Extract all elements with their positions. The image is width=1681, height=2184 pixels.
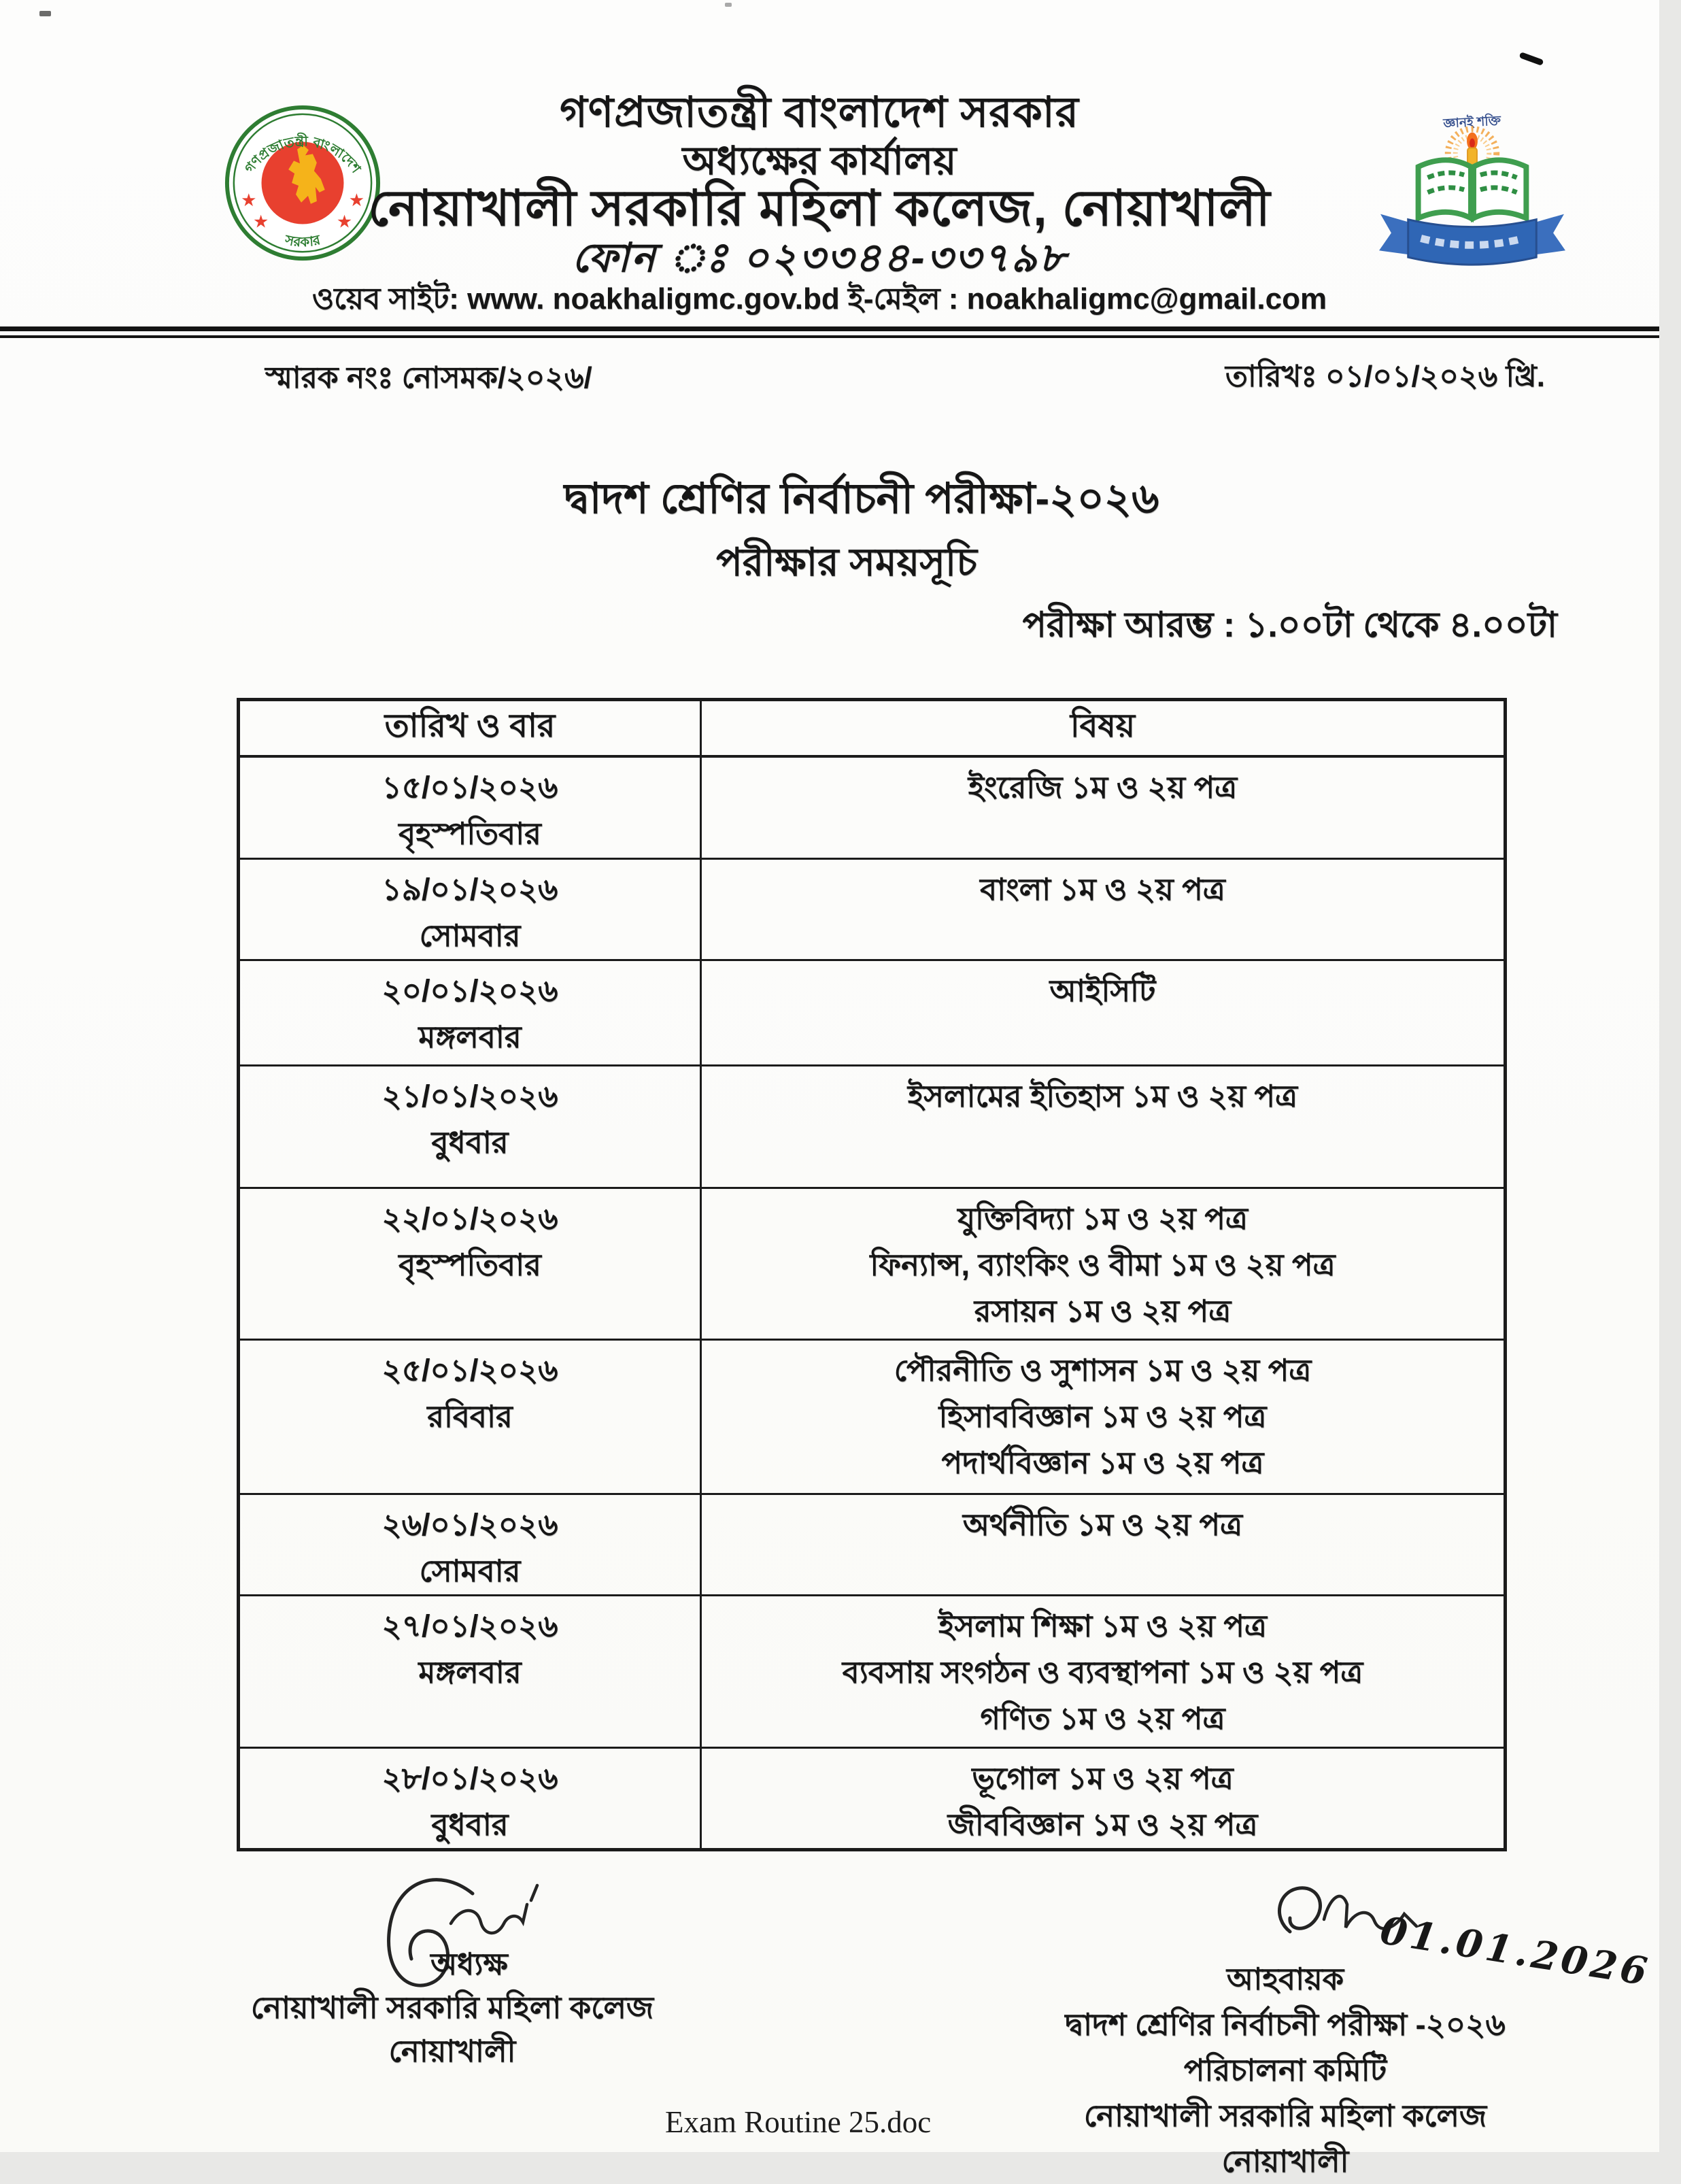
cell-date: ২২/০১/২০২৬	[381, 1200, 558, 1236]
subjects-cell	[701, 1595, 1506, 1747]
right-signatory-org: নোয়াখালী সরকারি মহিলা কলেজ	[1083, 2098, 1487, 2133]
left-signatory-location: নোয়াখালী	[388, 2034, 516, 2068]
cell-day: মঙ্গলবার	[418, 1654, 522, 1690]
cell-day: সোমবার	[419, 1553, 521, 1588]
date-day-cell	[239, 1595, 701, 1747]
seal-star-icon: ★	[336, 212, 353, 232]
cell-day: বৃহস্পতিবার	[398, 1247, 541, 1282]
table-row	[239, 1339, 1506, 1494]
exam-time-note: পরীক্ষা আরম্ভ : ১.০০টা থেকে ৪.০০টা	[1022, 605, 1557, 645]
cell-day: সোমবার	[419, 918, 521, 953]
subjects-cell	[701, 1494, 1506, 1595]
subject-line: ব্যবসায় সংগঠন ও ব্যবস্থাপনা ১ম ও ২য় পত্র	[842, 1654, 1363, 1690]
cell-date: ২০/০১/২০২৬	[381, 973, 558, 1008]
seal-arc-text-top: গণপ্রজাতন্ত্রী বাংলাদেশ	[241, 134, 364, 176]
cell-date: ২৮/০১/২০২৬	[381, 1760, 558, 1796]
memo-number: স্মারক নংঃ নোসমক/২০২৬/	[265, 361, 592, 394]
column-header-date-day: তারিখ ও বার	[239, 700, 701, 757]
subjects-cell	[701, 1065, 1506, 1188]
right-signatory-location: নোয়াখালী	[1221, 2144, 1349, 2179]
subject-line: ইসলামের ইতিহাস ১ম ও ২য় পত্র	[907, 1078, 1298, 1113]
table-row	[239, 1494, 1506, 1595]
subjects-cell	[701, 858, 1506, 960]
right-committee-exam: দ্বাদশ শ্রেণির নির্বাচনী পরীক্ষা -২০২৬	[1065, 2007, 1506, 2042]
left-signature-block	[228, 1943, 677, 2073]
cell-day: রবিবার	[427, 1398, 513, 1434]
memo-date: তারিখঃ ০১/০১/২০২৬ খ্রি.	[1225, 360, 1545, 393]
government-title: গণপ্রজাতন্ত্রী বাংলাদেশ সরকার	[560, 89, 1079, 136]
subject-line: পদার্থবিজ্ঞান ১ম ও ২য় পত্র	[941, 1445, 1264, 1480]
date-day-cell	[239, 960, 701, 1065]
date-day-cell	[239, 1747, 701, 1849]
exam-table-body	[239, 756, 1506, 1849]
date-day-cell	[239, 1188, 701, 1339]
right-signatory-role: আহবায়ক	[1226, 1962, 1344, 1996]
handwritten-date: 01.01.2026	[1377, 1908, 1654, 1995]
subject-line: জীববিজ্ঞান ১ম ও ২য় পত্র	[947, 1807, 1258, 1842]
subject-line: হিসাববিজ্ঞান ১ম ও ২য় পত্র	[938, 1398, 1267, 1434]
office-title: অধ্যক্ষের কার্যালয়	[682, 139, 957, 183]
scan-artifact-mark	[39, 11, 51, 16]
date-day-cell	[239, 1065, 701, 1188]
cell-date: ১৯/০১/২০২৬	[381, 871, 558, 907]
subject-line: আইসিটি	[1049, 973, 1156, 1008]
table-row	[239, 1188, 1506, 1339]
logo-motto-text: জ্ঞানই শক্তি	[1442, 113, 1501, 131]
cell-date: ২১/০১/২০২৬	[381, 1078, 558, 1113]
seal-star-icon: ★	[241, 190, 257, 210]
exam-title: দ্বাদশ শ্রেণির নির্বাচনী পরীক্ষা-২০২৬	[564, 475, 1159, 522]
subject-line: গণিত ১ম ও ২য় পত্র	[980, 1700, 1225, 1736]
cell-day: বৃহস্পতিবার	[398, 816, 541, 851]
cell-date: ২৬/০১/২০২৬	[381, 1507, 558, 1542]
left-signatory-org: নোয়াখালী সরকারি মহিলা কলেজ	[250, 1990, 654, 2025]
date-day-cell	[239, 1339, 701, 1494]
subject-line: অর্থনীতি ১ম ও ২য় পত্র	[962, 1507, 1243, 1542]
cell-date: ১৫/০১/২০২৬	[381, 770, 558, 805]
cell-day: বুধবার	[431, 1124, 509, 1160]
subject-line: বাংলা ১ম ও ২য় পত্র	[980, 871, 1225, 907]
exam-schedule-table	[237, 698, 1507, 1851]
subject-line: ইসলাম শিক্ষা ১ম ও ২য় পত্র	[938, 1608, 1267, 1643]
table-row	[239, 960, 1506, 1065]
date-day-cell	[239, 858, 701, 960]
table-row	[239, 756, 1506, 858]
website-email-line: ওয়েব সাইট: www. noakhaligmc.gov.bd ই-মেইল : noakhaligmc@gmail.com	[311, 282, 1327, 316]
seal-star-icon: ★	[348, 190, 364, 210]
subject-line: রসায়ন ১ম ও ২য় পত্র	[974, 1293, 1232, 1328]
date-day-cell	[239, 756, 701, 858]
table-row	[239, 1065, 1506, 1188]
table-row	[239, 1747, 1506, 1849]
subjects-cell	[701, 1339, 1506, 1494]
cell-day: মঙ্গলবার	[418, 1019, 522, 1054]
subjects-cell	[701, 756, 1506, 858]
table-row	[239, 858, 1506, 960]
schedule-subtitle: পরীক্ষার সময়সূচি	[716, 541, 977, 584]
subject-line: ইংরেজি ১ম ও ২য় পত্র	[968, 770, 1238, 805]
subject-line: ফিন্যান্স, ব্যাংকিং ও বীমা ১ম ও ২য় পত্র	[870, 1247, 1336, 1282]
subject-line: ভূগোল ১ম ও ২য় পত্র	[972, 1760, 1234, 1796]
exam-schedule-table-wrapper	[237, 698, 1507, 1851]
cell-day: বুধবার	[431, 1807, 509, 1842]
scan-artifact-mark	[725, 3, 732, 7]
table-header-row	[239, 700, 1506, 757]
subject-line: যুক্তিবিদ্যা ১ম ও ২য় পত্র	[957, 1200, 1248, 1236]
college-name: নোয়াখালী সরকারি মহিলা কলেজ, নোয়াখালী	[368, 181, 1271, 236]
table-row	[239, 1595, 1506, 1747]
subjects-cell	[701, 960, 1506, 1065]
right-committee-name: পরিচালনা কমিটি	[1183, 2053, 1387, 2087]
date-day-cell	[239, 1494, 701, 1595]
column-header-subject: বিষয়	[701, 700, 1506, 757]
subjects-cell	[701, 1188, 1506, 1339]
cell-date: ২৫/০১/২০২৬	[381, 1352, 558, 1388]
subject-line: পৌরনীতি ও সুশাসন ১ম ও ২য় পত্র	[894, 1352, 1312, 1388]
subjects-cell	[701, 1747, 1506, 1849]
seal-star-icon: ★	[252, 212, 269, 232]
right-signature-block	[1059, 1956, 1511, 2184]
left-signatory-role: অধ্যক্ষ	[430, 1947, 508, 1981]
document-filename: Exam Routine 25.doc	[665, 2105, 932, 2139]
phone-line: ফোন ঃ ০২৩৩৪৪-৩৩৭৯৮	[571, 235, 1068, 280]
cell-date: ২৭/০১/২০২৬	[381, 1608, 558, 1643]
seal-arc-text-bottom: সরকার	[283, 232, 322, 250]
header-divider-rule	[0, 326, 1659, 338]
scan-artifact-mark	[1519, 52, 1544, 66]
